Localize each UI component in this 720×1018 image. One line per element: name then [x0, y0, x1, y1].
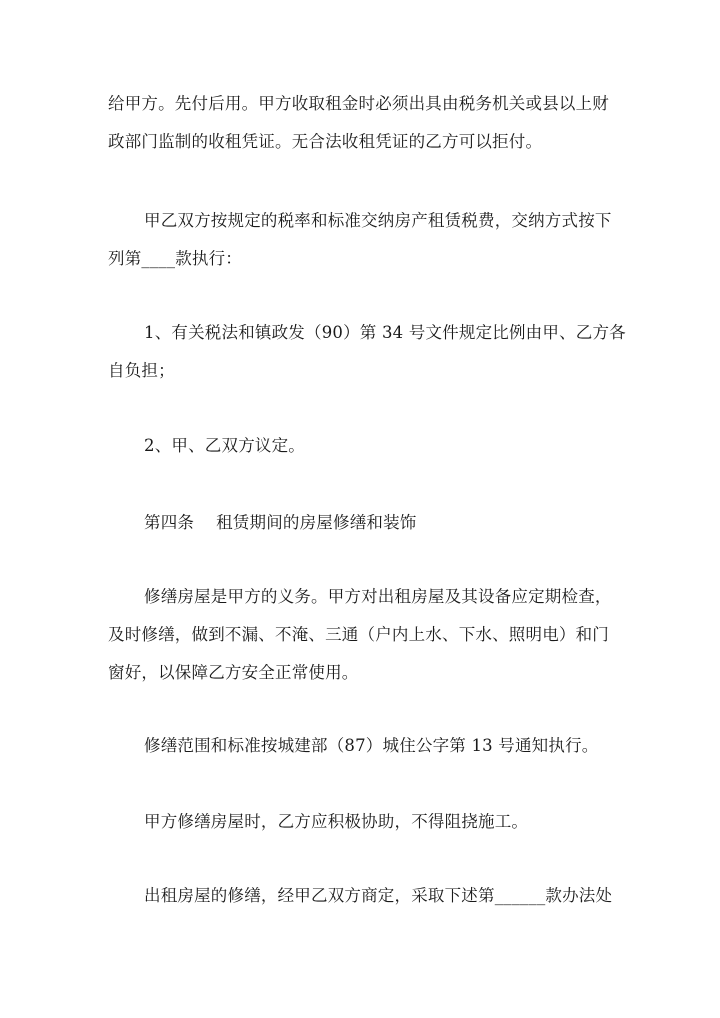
paragraph-tax-payment	[108, 202, 628, 278]
heading-title: 租赁期间的房屋修缮和装饰	[216, 513, 417, 532]
text-line: 修缮房屋是甲方的义务。甲方对出租房屋及其设备应定期检查，	[144, 587, 612, 606]
text-line: 自负担；	[108, 361, 175, 380]
paragraph-option-1	[108, 314, 628, 390]
text-line: 1、有关税法和镇政发（90）第 34 号文件规定比例由甲、乙方各	[144, 323, 626, 342]
paragraph-rent-receipt	[108, 85, 628, 161]
heading-line	[108, 504, 628, 542]
paragraph-repair-standard	[108, 727, 628, 765]
paragraph-repair-duty	[108, 578, 628, 692]
paragraph-option-2	[108, 427, 628, 465]
text-line: 给甲方。先付后用。甲方收取租金时必须出具由税务机关或县以上财	[108, 94, 609, 113]
text-line: 甲方修缮房屋时，乙方应积极协助，不得阻挠施工。	[144, 812, 529, 831]
paragraph-tenant-assist	[108, 803, 628, 841]
text-line: 政部门监制的收租凭证。无合法收租凭证的乙方可以拒付。	[108, 132, 543, 151]
text-line: 出租房屋的修缮，经甲乙双方商定，采取下述第______款办法处	[144, 886, 613, 905]
heading-number: 第四条	[144, 513, 195, 532]
paragraph-repair-method	[108, 877, 628, 915]
text-line: 2、甲、乙双方议定。	[144, 436, 305, 455]
text-line: 窗好，以保障乙方安全正常使用。	[108, 663, 359, 682]
text-line: 及时修缮，做到不漏、不淹、三通（户内上水、下水、照明电）和门	[108, 625, 609, 644]
text-line: 列第____款执行：	[108, 249, 242, 268]
section-heading	[108, 504, 628, 542]
text-line: 甲乙双方按规定的税率和标准交纳房产租赁税费，交纳方式按下	[144, 211, 612, 230]
text-line: 修缮范围和标准按城建部（87）城住公字第 13 号通知执行。	[144, 736, 599, 755]
